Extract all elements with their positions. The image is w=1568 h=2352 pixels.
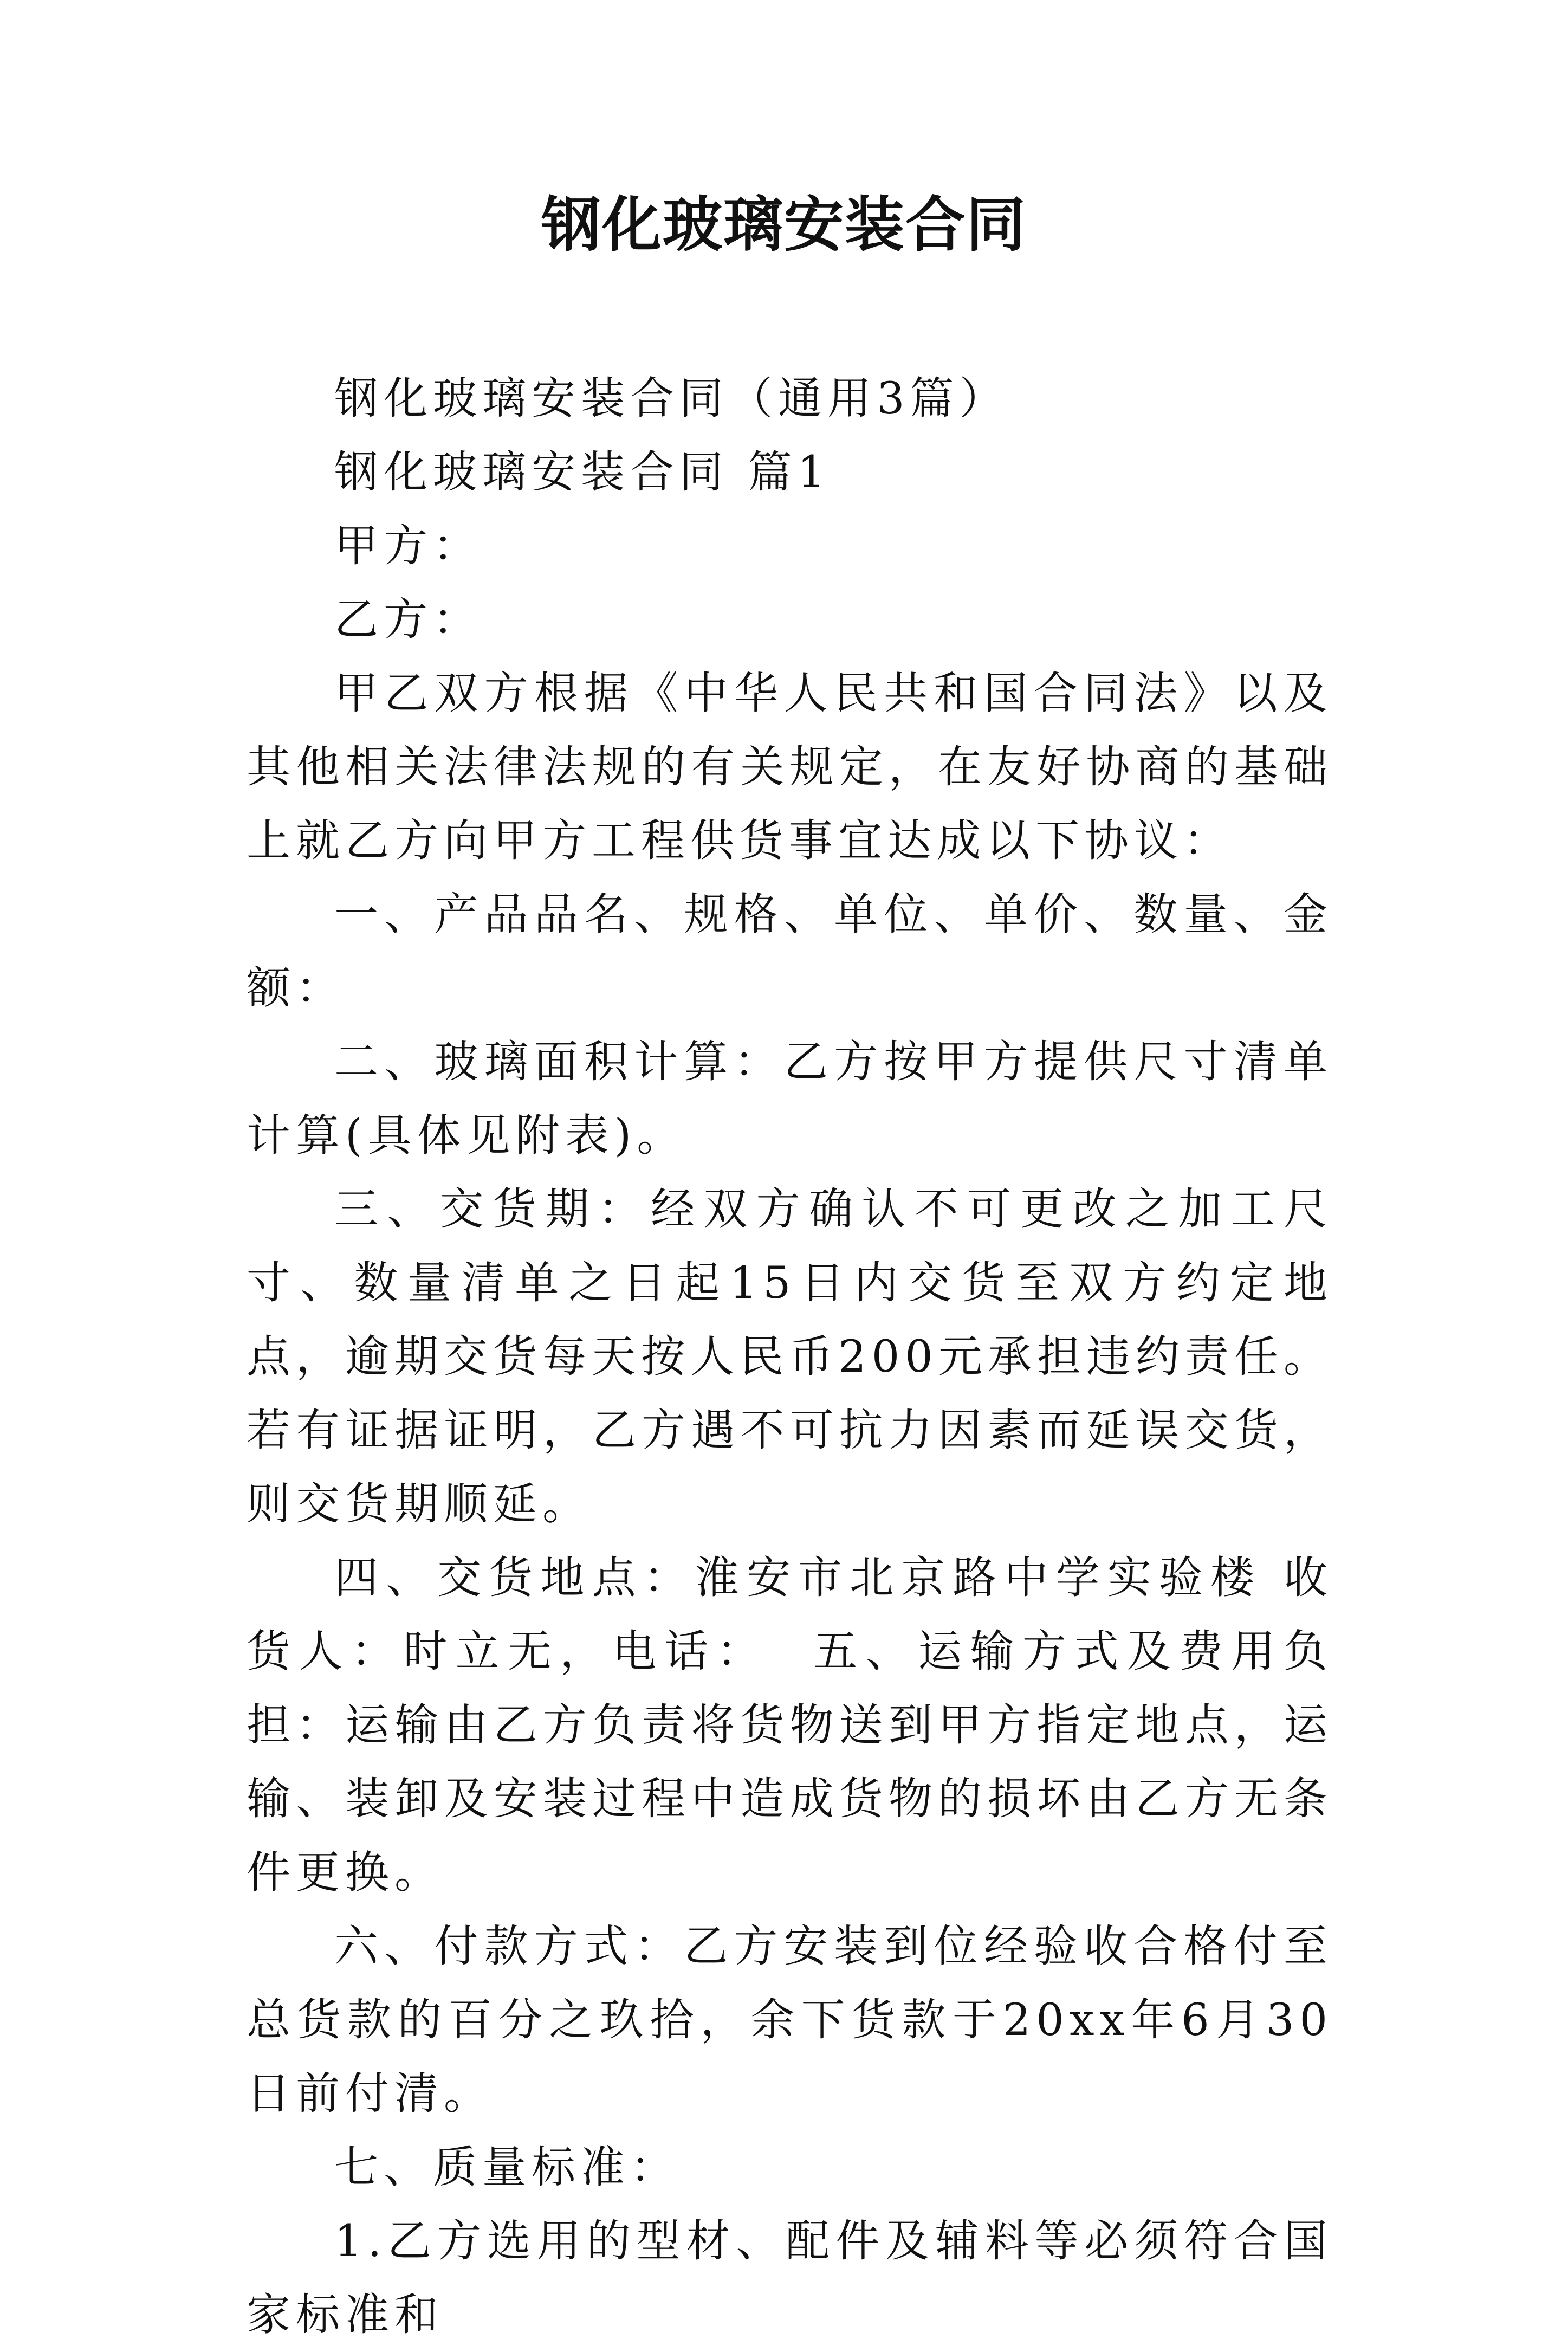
paragraph-clause-3: 三、交货期：经双方确认不可更改之加工尺寸、数量清单之日起15日内交货至双方约定地点，逾期交货每天按人民币200元承担违约责任。若有证据证明，乙方遇不可抗力因素而延误交货，则交货期顺延。 [247, 1184, 1333, 1530]
paragraph-clause-1: 一、产品品名、规格、单位、单价、数量、金额： [247, 889, 1333, 1014]
paragraph-section-heading: 钢化玻璃安装合同 篇1 [334, 447, 831, 498]
paragraph-clause-6: 六、付款方式：乙方安装到位经验收合格付至总货款的百分之玖拾，余下货款于20xx年6月30日前付清。 [247, 1921, 1333, 2120]
paragraph-subtitle: 钢化玻璃安装合同（通用3篇） [334, 373, 1009, 424]
paragraph-clause-4-5: 四、交货地点：淮安市北京路中学实验楼 收货人：时立无，电话： 五、运输方式及费用负担：运输由乙方负责将货物送到甲方指定地点，运输、装卸及安装过程中造成货物的损坏由乙方无条件更换。 [247, 1553, 1333, 1898]
document-title: 钢化玻璃安装合同 [541, 190, 1027, 260]
paragraph-clause-7-1: 1.乙方选用的型材、配件及辅料等必须符合国家标准和 [247, 2216, 1333, 2341]
paragraph-clause-7: 七、质量标准： [334, 2142, 680, 2193]
document-body [247, 362, 1333, 2352]
paragraph-party-b: 乙方： [334, 595, 483, 645]
paragraph-preamble: 甲乙双方根据《中华人民共和国合同法》以及其他相关法律法规的有关规定，在友好协商的基础上就乙方向甲方工程供货事宜达成以下协议： [247, 668, 1333, 867]
paragraph-clause-2: 二、玻璃面积计算：乙方按甲方提供尺寸清单计算(具体见附表)。 [247, 1037, 1333, 1161]
paragraph-party-a: 甲方： [334, 521, 483, 572]
